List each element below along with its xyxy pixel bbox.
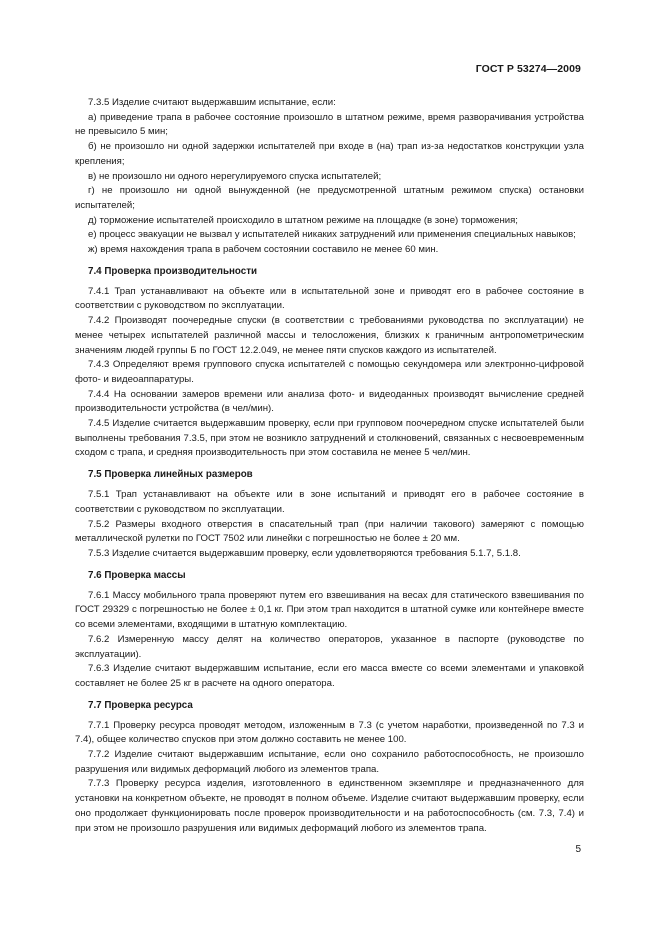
section-7-7 [75,699,584,837]
paragraph: б) не произошло ни одной задержки испытателей при входе в (на) трап из-за недостатков конструкции узла крепления; [75,141,584,167]
paragraph: 7.7.3 Проверку ресурса изделия, изготовленного в единственном экземпляре и предназначенного для установки на конкретном объекте, не проводят в полном объеме. Изделие считают выдержавшим проверку, если оно продолжает функционировать после проверок производительности и на работоспособность (см. 7.3, 7.4) и при этом не произошло разрушения или видимых деформаций любого из элементов трапа. [75,778,584,834]
paragraph: а) приведение трапа в рабочее состояние произошло в штатном режиме, время разворачивания устройства не превысило 5 мин; [75,111,584,138]
paragraph: 7.6.2 Измеренную массу делят на количество операторов, указанное в паспорте (руководстве по эксплуатации). [75,633,584,660]
section-7-5 [75,468,584,562]
section-heading: 7.5 Проверка линейных размеров [88,469,253,481]
section-7-4 [75,265,584,461]
paragraph: 7.7.1 Проверку ресурса проводят методом, изложенным в 7.3 (с учетом наработки, произведенной по 7.3 и 7.4), общее количество спусков при этом должно составить не менее 100. [75,719,584,746]
paragraph: 7.5.1 Трап устанавливают на объекте или в зоне испытаний и приводят его в рабочее состояние в соответствии с руководством по эксплуатации. [75,489,584,515]
paragraph: 7.4.3 Определяют время группового спуска испытателей с помощью секундомера или электронно-цифровой фото- и видеоаппаратуры. [75,359,584,385]
paragraph: 7.5.2 Размеры входного отверстия в спасательный трап (при наличии такового) замеряют с помощью металлической рулетки по ГОСТ 7502 или линейки с погрешностью не более ± 20 мм. [75,518,584,545]
section-heading: 7.6 Проверка массы [88,569,186,581]
paragraph: е) процесс эвакуации не вызвал у испытателей никаких затруднений или применения специальных навыков; [88,229,576,241]
section-heading: 7.7 Проверка ресурса [88,699,193,711]
paragraph: 7.4.2 Производят поочередные спуски (в соответствии с требованиями руководства по эксплуатации) не менее четырех испытателей различной массы и телосложения, близких к граничным антропометрическим значениям людей группы Б по ГОСТ 12.2.049, не менее пяти спусков каждого из испытателей. [75,315,584,356]
section-heading: 7.4 Проверка производительности [88,265,258,277]
paragraph: 7.5.3 Изделие считается выдержавшим проверку, если удовлетворяются требования 5.1.7, 5.1.8. [88,547,521,559]
paragraph: 7.4.5 Изделие считается выдержавшим проверку, если при групповом поочередном спуске испытателей были выполнены требования 7.3.5, при этом не возникло затруднений и столкновений, связанных с несвоевременным сходом с трапа, и средняя производительность при этом составила не менее 5 чел/мин. [75,418,584,459]
paragraph: 7.6.1 Массу мобильного трапа проверяют путем его взвешивания на весах для статического взвешивания по ГОСТ 29329 с погрешностью не более ± 0,1 кг. При этом трап находится в штатной сумке или контейнере вместе со всеми элементами, входящими в штатную комплектацию. [75,589,584,631]
paragraph: г) не произошло ни одной вынужденной (не предусмотренной штатным режимом спуска) остановки испытателей; [75,185,584,211]
paragraph: в) не произошло ни одного нерегулируемого спуска испытателей; [88,170,382,182]
page-number: 5 [575,844,581,855]
paragraph: д) торможение испытателей происходило в штатном режиме на площадке (в зоне) торможения; [88,214,518,226]
document-code: ГОСТ Р 53274—2009 [475,63,581,75]
section-7-6 [75,569,584,692]
paragraph: 7.7.2 Изделие считают выдержавшим испытание, если оно сохранило работоспособность, не произошло разрушения или видимых деформаций любого из элементов трапа. [75,749,584,775]
paragraph: 7.4.4 На основании замеров времени или анализа фото- и видеоданных производят вычисление средней производительности устройства (в чел/мин). [75,388,584,415]
document-body [75,96,584,836]
section-7-3-5 [75,96,584,258]
paragraph: 7.6.3 Изделие считают выдержавшим испытание, если его масса вместе со всеми элементами и упаковкой составляет не более 25 кг в расчете на одного оператора. [75,663,584,689]
paragraph: 7.4.1 Трап устанавливают на объекте или в испытательной зоне и приводят его в рабочее состояние в соответствии с руководством по эксплуатации. [75,285,584,312]
paragraph: 7.3.5 Изделие считают выдержавшим испытание, если: [88,97,336,108]
paragraph: ж) время нахождения трапа в рабочем состоянии составило не менее 60 мин. [88,244,439,256]
